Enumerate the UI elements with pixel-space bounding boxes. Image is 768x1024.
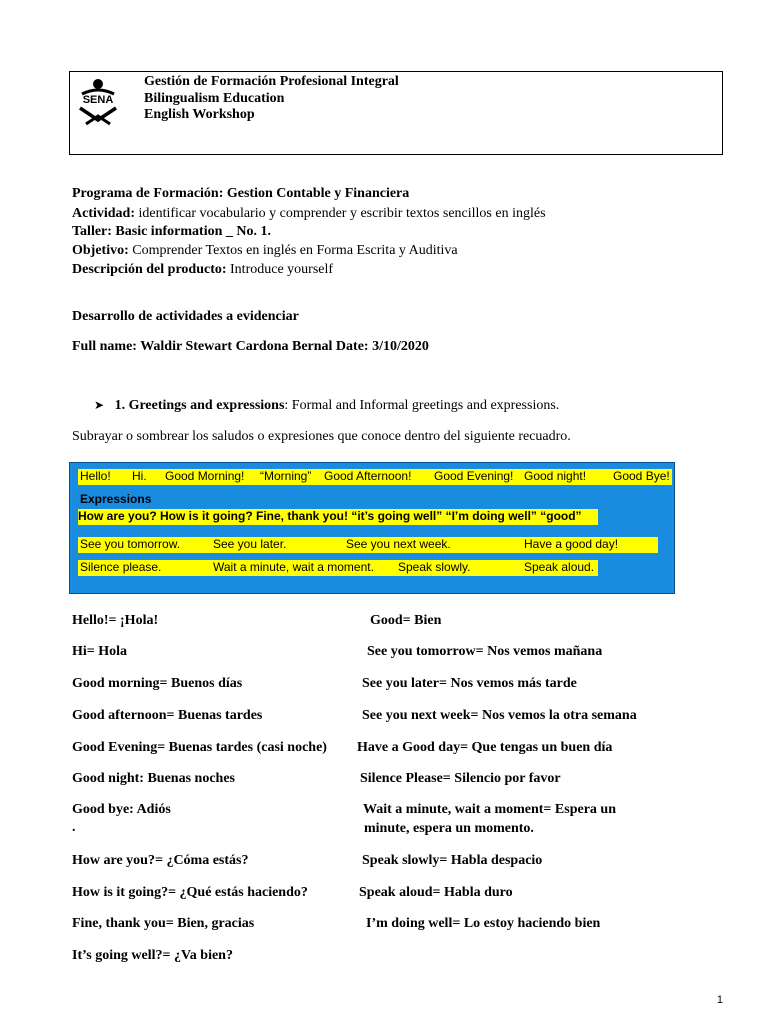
vocab-left-item: How are you?= ¿Cóma estás?	[72, 853, 249, 868]
expressions-label: Expressions	[80, 492, 152, 506]
page-number: 1	[716, 994, 723, 1006]
greeting-good-night: Good night!	[524, 469, 587, 483]
programa-value: Gestion Contable y Financiera	[226, 186, 410, 201]
greeting-good-morning: Good Morning!	[165, 469, 245, 483]
request-aloud: Speak aloud.	[524, 560, 595, 574]
farewell-tomorrow: See you tomorrow.	[80, 537, 181, 551]
vocab-right-item: Speak aloud= Habla duro	[359, 885, 513, 900]
header-line-2: Bilingualism Education	[144, 91, 285, 106]
vocab-right-item: See you tomorrow= Nos vemos mañana	[367, 644, 603, 659]
section-1-rest: : Formal and Informal greetings and expressions.	[284, 398, 560, 413]
logo-text: SENA	[82, 94, 114, 106]
vocab-left-item: Good afternoon= Buenas tardes	[72, 708, 263, 723]
vocab-left-item: Fine, thank you= Bien, gracias	[72, 916, 255, 931]
vocab-left-item: It’s going well?= ¿Va bien?	[72, 948, 233, 963]
greeting-good-evening: Good Evening!	[434, 469, 514, 483]
vocab-right-item: Silence Please= Silencio por favor	[360, 771, 561, 786]
actividad-line	[72, 205, 546, 223]
bullet-arrow-icon: ➤	[94, 398, 105, 412]
objetivo-value: Comprender Textos en inglés en Forma Escrita y Auditiva	[132, 243, 458, 258]
greeting-good-afternoon: Good Afternoon!	[324, 469, 412, 483]
request-wait: Wait a minute, wait a moment.	[213, 560, 374, 574]
desarrollo-heading: Desarrollo de actividades a evidenciar	[72, 309, 299, 324]
actividad-value: identificar vocabulario y comprender y escribir textos sencillos en inglés	[138, 206, 546, 221]
vocab-left-item: Good night: Buenas noches	[72, 771, 235, 786]
section-1-heading	[94, 396, 559, 415]
instruction-text: Subrayar o sombrear los saludos o expresiones que conoce dentro del siguiente recuadro.	[72, 429, 571, 444]
vocab-left-item: Hi= Hola	[72, 644, 128, 659]
objetivo-line	[72, 242, 458, 260]
greetings-row-1	[78, 469, 672, 485]
section-1-title: 1. Greetings and expressions	[114, 398, 285, 413]
greeting-hi: Hi.	[132, 469, 147, 483]
greeting-hello: Hello!	[80, 469, 111, 483]
request-slowly: Speak slowly.	[398, 560, 471, 574]
actividad-label: Actividad:	[72, 206, 135, 221]
farewell-later: See you later.	[213, 537, 287, 551]
vocab-right-item: Speak slowly= Habla despacio	[362, 853, 543, 868]
vocab-left-item: Hello!= ¡Hola!	[72, 613, 159, 628]
vocab-right-item: See you next week= Nos vemos la otra semana	[362, 708, 637, 723]
vocab-right-item: Have a Good day= Que tengas un buen día	[357, 740, 613, 755]
descripcion-line	[72, 261, 333, 279]
greeting-morning: “Morning”	[260, 469, 312, 483]
vocab-right-item: Good= Bien	[370, 613, 442, 628]
farewell-next-week: See you next week.	[346, 537, 451, 551]
programa-line	[72, 185, 409, 203]
vocab-left-item: Good Evening= Buenas tardes (casi noche)	[72, 740, 327, 755]
farewell-good-day: Have a good day!	[524, 537, 619, 551]
expressions-row: How are you? How is it going? Fine, thank you! “it’s going well” “I’m doing well” “good”	[78, 509, 598, 525]
programa-label: Programa de Formación:	[72, 186, 224, 201]
taller-line: Taller: Basic information _ No. 1.	[72, 224, 271, 239]
descripcion-value: Introduce yourself	[230, 262, 334, 277]
vocab-right-cont: minute, espera un momento.	[364, 821, 534, 836]
vocab-right-item: Wait a minute, wait a moment= Espera un	[363, 802, 616, 817]
vocab-left-item: How is it going?= ¿Qué estás haciendo?	[72, 885, 308, 900]
greeting-good-bye: Good Bye!	[613, 469, 670, 483]
requests-row	[78, 560, 598, 576]
descripcion-label: Descripción del producto:	[72, 262, 227, 277]
request-silence: Silence please.	[80, 560, 162, 574]
farewells-row	[78, 537, 658, 553]
vocab-left-item: Good morning= Buenos días	[72, 676, 243, 691]
fullname-line: Full name: Waldir Stewart Cardona Bernal Date: 3/10/2020	[72, 339, 429, 354]
vocab-left-item: Good bye: Adiós	[72, 802, 171, 817]
header-line-3: English Workshop	[144, 107, 255, 122]
header-line-1: Gestión de Formación Profesional Integral	[144, 74, 399, 89]
objetivo-label: Objetivo:	[72, 243, 129, 258]
vocab-right-item: See you later= Nos vemos más tarde	[362, 676, 577, 691]
sena-logo	[72, 76, 124, 126]
vocab-right-item: I’m doing well= Lo estoy haciendo bien	[366, 916, 601, 931]
vocab-left-dot: .	[72, 820, 76, 835]
